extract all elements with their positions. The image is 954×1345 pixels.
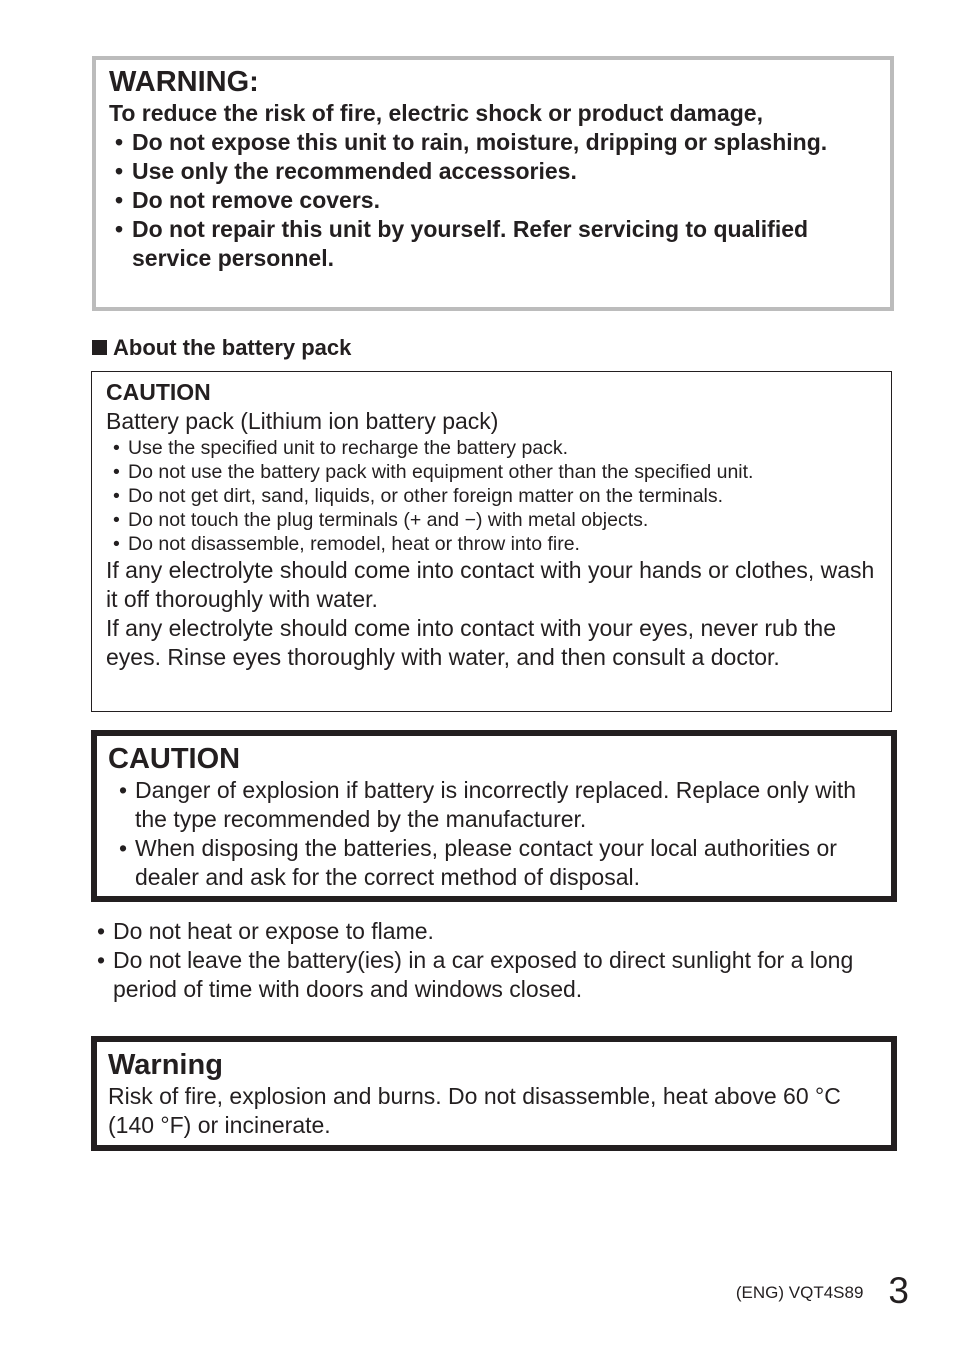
document-code: (ENG) VQT4S89 (735, 1283, 864, 1302)
battery-caution-title: CAUTION (106, 379, 211, 405)
battery-notes-list (96, 917, 896, 1004)
caution-item: • Danger of explosion if battery is incorrectly replaced. Replace only with the type recommended by the manufacturer. (119, 777, 857, 832)
warning-lead: To reduce the risk of fire, electric shock or product damage, (109, 100, 763, 126)
battery-caution-subtitle: Battery pack (Lithium ion battery pack) (106, 408, 499, 434)
section-heading: About the battery pack (92, 334, 351, 362)
fire-warning-title: Warning (108, 1049, 223, 1081)
battery-note-item: • Do not heat or expose to flame. (97, 918, 434, 944)
warning-item: • Do not expose this unit to rain, moisture, dripping or splashing. (115, 129, 828, 155)
battery-caution-item: • Do not touch the plug terminals (+ and −) with metal objects. (113, 509, 649, 531)
battery-caution-list (106, 436, 891, 556)
caution-list (108, 776, 891, 892)
warning-title: WARNING: (109, 66, 259, 98)
fire-warning-box (91, 1036, 897, 1151)
battery-caution-item: • Do not use the battery pack with equipment other than the specified unit. (113, 461, 754, 483)
battery-caution-box (91, 371, 892, 712)
warning-box (92, 56, 894, 311)
warning-item: • Use only the recommended accessories. (115, 158, 577, 184)
electrolyte-eyes-paragraph: If any electrolyte should come into contact with your eyes, never rub the eyes. Rinse eyes thoroughly with water, and then consult a doctor. (106, 615, 836, 670)
battery-caution-item: • Use the specified unit to recharge the battery pack. (113, 437, 569, 459)
square-bullet-icon (92, 340, 107, 355)
electrolyte-hands-paragraph: If any electrolyte should come into contact with your hands or clothes, wash it off thoroughly with water. (106, 557, 875, 612)
warning-list (109, 128, 890, 273)
warning-item: • Do not repair this unit by yourself. Refer servicing to qualified service personnel. (115, 216, 809, 271)
page-number: 3 (888, 1270, 909, 1311)
caution-title: CAUTION (108, 743, 241, 775)
fire-warning-text: Risk of fire, explosion and burns. Do not disassemble, heat above 60 °C (140 °F) or incinerate. (108, 1083, 841, 1138)
battery-caution-item: • Do not disassemble, remodel, heat or throw into fire. (113, 533, 580, 555)
warning-item: • Do not remove covers. (115, 187, 380, 213)
caution-box (91, 730, 897, 902)
page-footer (736, 1270, 909, 1312)
battery-note-item: • Do not leave the battery(ies) in a car exposed to direct sunlight for a long period of time with doors and windows closed. (97, 947, 854, 1002)
caution-item: • When disposing the batteries, please contact your local authorities or dealer and ask for the correct method of disposal. (119, 835, 837, 890)
battery-caution-item: • Do not get dirt, sand, liquids, or other foreign matter on the terminals. (113, 485, 724, 507)
